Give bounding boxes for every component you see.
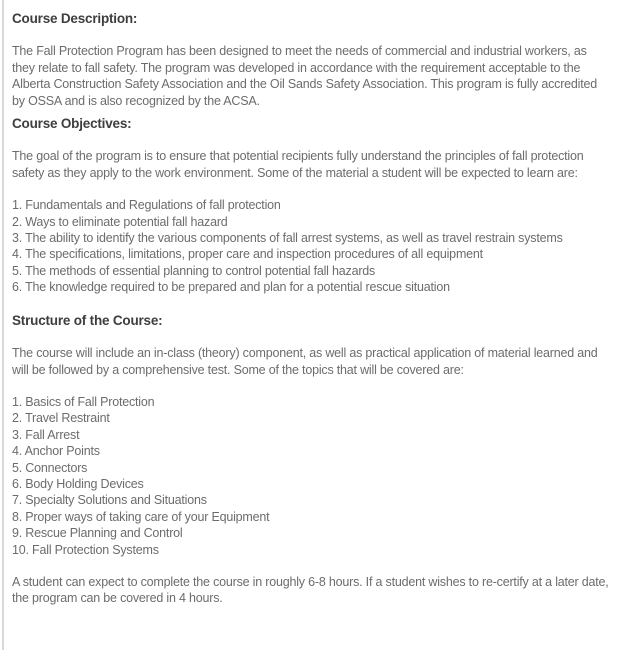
- course-description-heading: Course Description:: [12, 11, 138, 26]
- list-item: 4. Anchor Points: [12, 444, 100, 459]
- list-item: 2. Travel Restraint: [12, 411, 110, 426]
- list-item: 3. The ability to identify the various components of fall arrest systems, as well as travel restrain systems: [12, 231, 563, 246]
- list-item: 7. Specialty Solutions and Situations: [12, 493, 207, 508]
- list-item: 8. Proper ways of taking care of your Equipment: [12, 509, 270, 524]
- list-item: 10. Fall Protection Systems: [12, 542, 159, 557]
- list-item: 9. Rescue Planning and Control: [12, 526, 183, 541]
- list-item: 6. Body Holding Devices: [12, 476, 144, 491]
- course-description-pane: [2, 0, 619, 650]
- course-objectives-paragraph: The goal of the program is to ensure that potential recipients fully understand the principles of fall protection safety as they apply to the work environment. Some of the material a student will be expected to learn are:: [12, 149, 584, 180]
- list-item: 4. The specifications, limitations, proper care and inspection procedures of all equipment: [12, 247, 483, 262]
- list-item: 3. Fall Arrest: [12, 427, 80, 442]
- course-description-paragraph: The Fall Protection Program has been designed to meet the needs of commercial and industrial workers, as they relate to fall safety. The program was developed in accordance with the requirement acceptable to the Alberta Construction Safety Association and the Oil Sands Safety Association. This program is fully accredited by OSSA and is also recognized by the ACSA.: [12, 44, 598, 108]
- list-item: 1. Fundamentals and Regulations of fall protection: [12, 198, 281, 213]
- list-item: 2. Ways to eliminate potential fall hazard: [12, 214, 228, 229]
- list-item: 1. Basics of Fall Protection: [12, 394, 155, 409]
- structure-of-course-paragraph: The course will include an in-class (theory) component, as well as practical application of material learned and will be followed by a comprehensive test. Some of the topics that will be covered are:: [12, 346, 598, 377]
- list-item: 6. The knowledge required to be prepared and plan for a potential rescue situation: [12, 280, 450, 295]
- course-objectives-list: [12, 181, 609, 295]
- course-duration-paragraph: A student can expect to complete the course in roughly 6-8 hours. If a student wishes to re-certify at a later date, the program can be covered in 4 hours.: [12, 574, 609, 606]
- course-objectives-heading: Course Objectives:: [12, 116, 132, 132]
- list-item: 5. The methods of essential planning to control potential fall hazards: [12, 263, 376, 278]
- list-item: 5. Connectors: [12, 460, 88, 475]
- course-topics-list: [12, 378, 609, 558]
- structure-of-course-heading: Structure of the Course:: [12, 312, 163, 328]
